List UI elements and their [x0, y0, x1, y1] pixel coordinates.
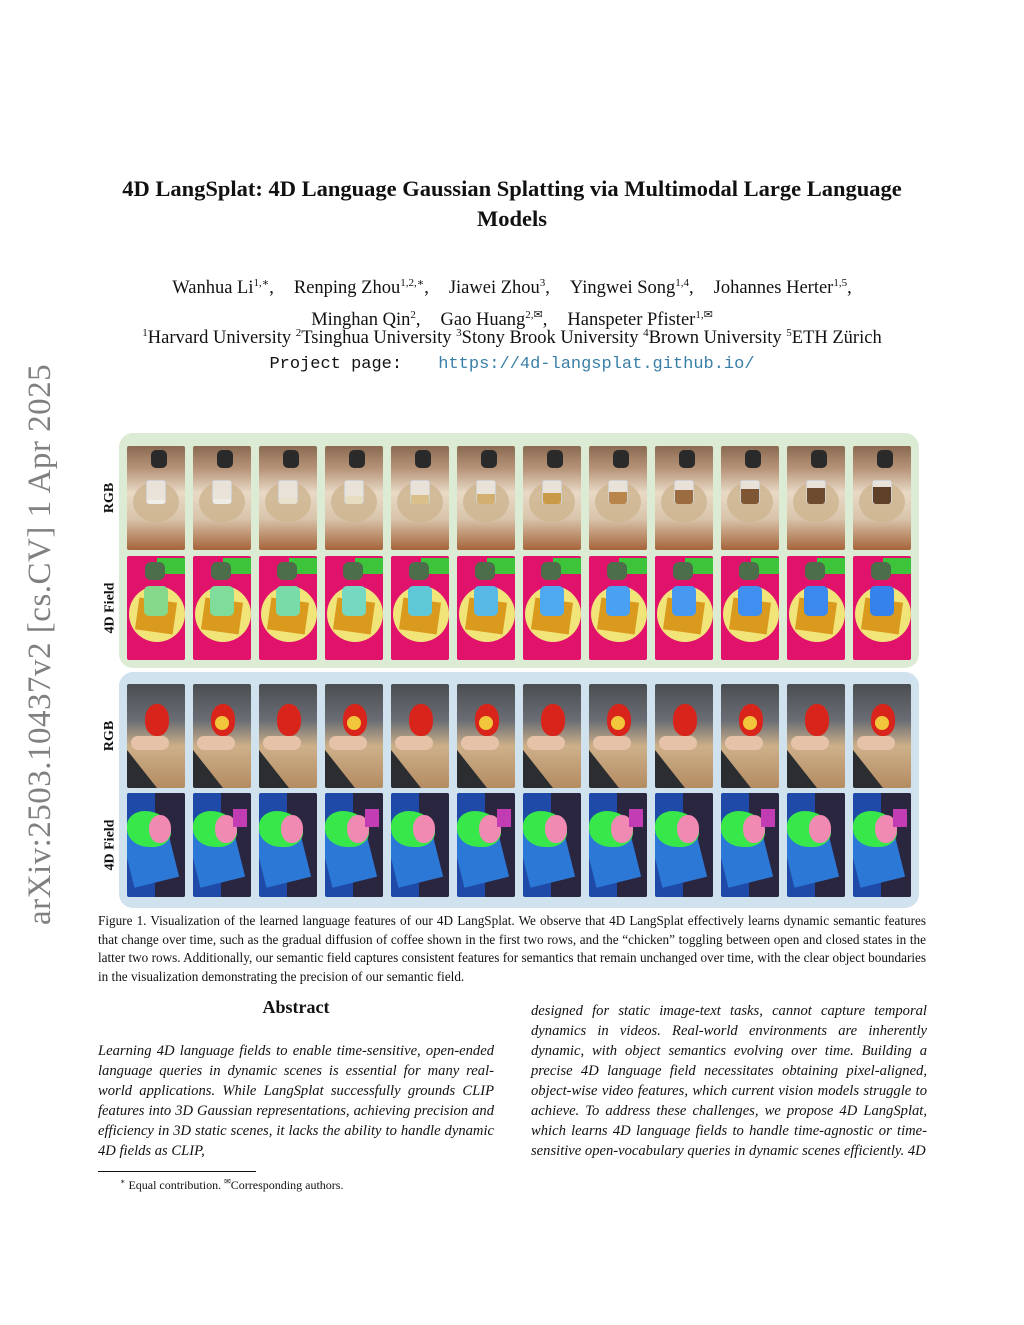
coffee-field-frame: [853, 556, 911, 660]
coffee-rgb-frame: [853, 446, 911, 550]
coffee-field-frame: [523, 556, 581, 660]
row-label-field-coffee: 4D Field: [102, 582, 118, 634]
row-label-rgb-coffee: RGB: [102, 482, 117, 514]
author-name: Yingwei Song$^{1,4}$,: [569, 277, 694, 299]
coffee-rgb-frame: [655, 446, 713, 550]
chicken-field-frame: [655, 793, 713, 897]
chicken-rgb-frame: [853, 684, 911, 788]
chicken-field-frames: [127, 793, 911, 897]
row-label-rgb-chicken: RGB: [102, 720, 117, 752]
chicken-rgb-frame: [721, 684, 779, 788]
coffee-field-frame: [721, 556, 779, 660]
coffee-rgb-frame: [787, 446, 845, 550]
author-name: Wanhua $Li^{1,∗}$,: [172, 277, 274, 299]
affiliation: $^4$Brown University: [643, 327, 787, 349]
coffee-field-frame: [655, 556, 713, 660]
coffee-field-frame: [391, 556, 449, 660]
abstract-text-right: designed for static image-text tasks, cannot capture temporal dynamics in videos. Real-world environments are inherently dynamic, with object semantics evolving over time. Building a precise 4D language field necessitates obtaining pixel-aligned, object-wise video features, which current vision models struggle to achieve. To address these challenges, we propose 4D LangSplat, which learns 4D language fields to handle time-agnostic or time-sensitive open-vocabulary queries in dynamic scenes efficiently. 4D: [531, 1003, 927, 1159]
coffee-rgb-frame: [721, 446, 779, 550]
author-name: Gao Huang$^{2,✉}$,: [440, 309, 548, 331]
author-name: Johannes Herter$^{1,5}$,: [713, 277, 852, 299]
abstract-text-left: Learning 4D language fields to enable time-sensitive, open-ended language queries in dynamic scenes is essential for many real-world applications. While LangSplat successfully grounds CLIP features into 3D Gaussian representations, achieving precision and efficiency in 3D static scenes, it lacks the ability to handle dynamic 4D fields as CLIP,: [98, 1043, 494, 1159]
chicken-rgb-frame: [325, 684, 383, 788]
chicken-rgb-frame: [523, 684, 581, 788]
chicken-rgb-frame: [391, 684, 449, 788]
chicken-field-frame: [193, 793, 251, 897]
chicken-field-frame: [523, 793, 581, 897]
author-name: Minghan Qin$^2$,: [311, 309, 421, 331]
coffee-rgb-frames: [127, 446, 911, 550]
abstract-heading: Abstract: [262, 997, 330, 1017]
coffee-rgb-frame: [193, 446, 251, 550]
row-label-field-chicken: 4D Field: [102, 819, 118, 871]
coffee-field-frame: [325, 556, 383, 660]
affiliation: $^1$Harvard University: [142, 327, 296, 349]
project-page-link[interactable]: https://4d-langsplat.github.io/: [438, 355, 755, 374]
chicken-field-frame: [787, 793, 845, 897]
chicken-rgb-frame: [457, 684, 515, 788]
author-name: Jiawei Zhou$^3$,: [448, 277, 550, 299]
coffee-rgb-frame: [457, 446, 515, 550]
chicken-field-frame: [259, 793, 317, 897]
chicken-field-frame: [127, 793, 185, 897]
chicken-field-frame: [391, 793, 449, 897]
project-page: [100, 355, 924, 374]
author-name: Hanspeter Pfister$^{1,✉}$: [567, 309, 713, 331]
coffee-rgb-frame: [259, 446, 317, 550]
paper-title: 4D LangSplat: 4D Language Gaussian Splatting via Multimodal Large Language Models: [122, 176, 902, 231]
coffee-field-frame: [193, 556, 251, 660]
footnote-rule: [98, 1171, 256, 1172]
chicken-field-frame: [853, 793, 911, 897]
coffee-rgb-frame: [391, 446, 449, 550]
coffee-field-frame: [457, 556, 515, 660]
chicken-rgb-frames: [127, 684, 911, 788]
coffee-field-frame: [127, 556, 185, 660]
coffee-field-frame: [589, 556, 647, 660]
chicken-field-frame: [457, 793, 515, 897]
coffee-field-frame: [787, 556, 845, 660]
coffee-field-frames: [127, 556, 911, 660]
coffee-field-frame: [259, 556, 317, 660]
chicken-rgb-frame: [787, 684, 845, 788]
chicken-field-frame: [325, 793, 383, 897]
coffee-rgb-frame: [127, 446, 185, 550]
chicken-field-frame: [721, 793, 779, 897]
arxiv-identifier: arXiv:2503.10437v2 [cs.CV] 1 Apr 2025: [22, 363, 58, 925]
chicken-rgb-frame: [193, 684, 251, 788]
affiliation: $^5$ETH Zürich: [786, 327, 882, 349]
footnote: ∗ Equal contribution. ✉Corresponding authors.: [120, 1177, 344, 1192]
coffee-rgb-frame: [325, 446, 383, 550]
coffee-rgb-frame: [523, 446, 581, 550]
figure-caption: Figure 1. Visualization of the learned language features of our 4D LangSplat. We observe that 4D LangSplat effectively learns dynamic semantic features that change over time, such as the gradual diffusion of coffee shown in the first two rows, and the “chicken” toggling between open and closed states in the latter two rows. Additionally, our semantic field captures consistent features for semantics that remain unchanged over time, with the clear object boundaries in the visualization demonstrating the precision of our semantic field.: [98, 913, 926, 984]
chicken-rgb-frame: [589, 684, 647, 788]
author-name: Renping Zhou$^{1,2,∗}$,: [293, 277, 429, 299]
affiliation: $^3$Stony Brook University: [456, 327, 644, 349]
project-page-label: Project page:: [269, 355, 403, 374]
chicken-rgb-frame: [259, 684, 317, 788]
affiliation: $^2$Tsinghua University: [295, 327, 457, 349]
chicken-field-frame: [589, 793, 647, 897]
affiliation-list: [90, 320, 934, 351]
coffee-rgb-frame: [589, 446, 647, 550]
chicken-rgb-frame: [127, 684, 185, 788]
chicken-rgb-frame: [655, 684, 713, 788]
